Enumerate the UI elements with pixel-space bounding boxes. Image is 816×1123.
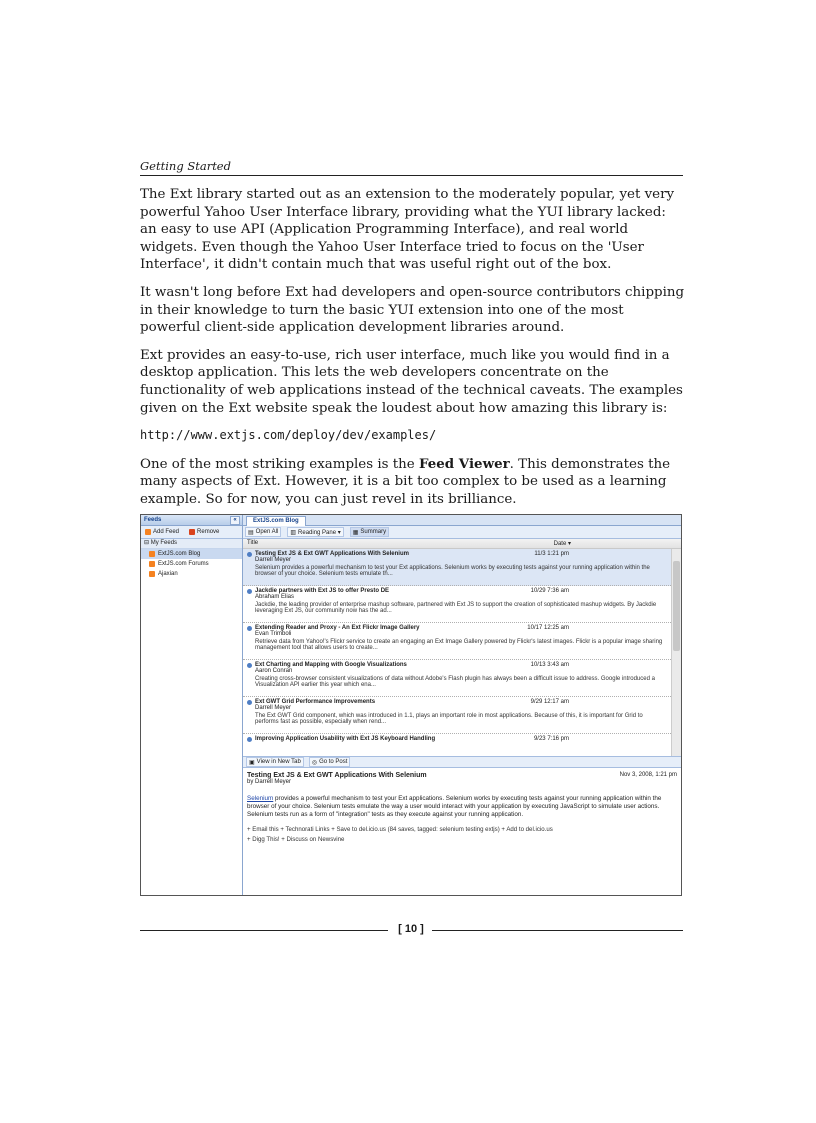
preview-toolbar — [243, 756, 681, 768]
preview-title: Testing Ext JS & Ext GWT Applications With Selenium — [247, 772, 427, 779]
post-icon — [247, 663, 252, 668]
feed-item[interactable]: Ajaxian — [141, 569, 242, 579]
share-links[interactable]: + Email this + Technorati Links + Save to del.icio.us (84 saves, tagged: selenium testing extjs) + Add to del.icio.us + Digg This! + Discuss on Newsvine — [247, 826, 553, 843]
list-scrollbar[interactable] — [671, 549, 681, 756]
footer-rule-left — [140, 930, 388, 931]
tab-bar — [243, 515, 681, 526]
post-icon — [247, 552, 252, 557]
feeds-panel — [141, 515, 243, 895]
rss-icon — [149, 571, 155, 577]
collapse-icon[interactable]: « — [230, 516, 240, 525]
post-row[interactable]: Ext GWT Grid Performance Improvements Darrell Meyer The Ext GWT Grid component, which was introduced in 1.1, plays an important role in most applications. Because of this, it is important for Grid to performs fast as possible, especially when rend... 9/29 12:17 am — [243, 697, 681, 734]
post-row[interactable]: Jackdie partners with Ext JS to offer Presto DE Abraham Elias Jackdie, the leading provider of enterprise mashup software, partnered with Ext JS to support the creation of sophisticated mashup widgets. By Jackdie leveraging Ext JS, our community now has the ad... 10/29 7:36 am — [243, 586, 681, 623]
post-row[interactable]: Testing Ext JS & Ext GWT Applications With Selenium Darrell Meyer Selenium provides a powerful mechanism to test your Ext applications. Selenium works by executing tests against your running application within the browser of your choice. Selenium tests emulate th... 11/3 1:21 pm — [243, 549, 681, 586]
preview-date: Nov 3, 2008, 1:21 pm — [619, 772, 677, 778]
running-header: Getting Started — [140, 159, 683, 176]
rss-add-icon — [145, 529, 151, 535]
grid-toolbar — [243, 526, 681, 539]
feed-viewer-screenshot — [140, 514, 682, 896]
paragraph-1: The Ext library started out as an extension to the moderately popular, yet very powerful Yahoo User Interface library, providing what the YUI library lacked: an easy to use API (Application Programming Interface), and real world widgets. Even though the Yahoo User Interface tried to focus on the 'User Interface', it didn't contain much that was useful right out of the box. — [140, 187, 675, 273]
post-row[interactable]: Ext Charting and Mapping with Google Visualizations Aaron Conran Creating cross-browser consistent visualizations of data without Adobe's Flash plugin has always been a difficult issue to address. Google introduced a Visualization API earlier this year which ena... 10/13 3:43 am — [243, 660, 681, 697]
post-icon — [247, 589, 252, 594]
reading-pane — [243, 768, 681, 849]
title-column-header[interactable]: Title — [247, 540, 259, 546]
page-footer — [140, 923, 683, 937]
feed-item[interactable]: ExtJS.com Forums — [141, 559, 242, 569]
page-number: [ 10 ] — [398, 923, 424, 935]
post-icon — [247, 737, 252, 742]
preview-author: by Darrell Meyer — [247, 779, 292, 785]
paragraph-2: It wasn't long before Ext had developers and open-source contributors chipping in their knowledge to turn the basic YUI extension into one of the most powerful client-side application development libraries around. — [140, 284, 685, 336]
summary-toggle[interactable]: ▦ Summary — [350, 527, 389, 537]
post-row[interactable]: Extending Reader and Proxy - An Ext Flickr Image Gallery Evan Trimboli Retrieve data from Yahoo!'s Flickr service to create an engaging an Ext Image Gallery powered by Flickr's latest images. Flickr is a popular image sharing management tool that allows users to create... 10/17 12:25 am — [243, 623, 681, 660]
examples-url: http://www.extjs.com/deploy/dev/examples/ — [140, 428, 437, 443]
paragraph-3: Ext provides an easy-to-use, rich user interface, much like you would find in a desktop application. This lets the web developers concentrate on the functionality of web applications instead of the technical caveats. The examples given on the Ext website speak the loudest about how amazing this library is: — [140, 347, 683, 416]
date-column-header[interactable]: Date ▾ — [553, 541, 571, 547]
selenium-link[interactable]: Selenium — [247, 795, 274, 802]
remove-feed-button[interactable]: Remove — [187, 529, 221, 535]
feeds-panel-title: Feeds « — [141, 515, 242, 526]
post-icon — [247, 700, 252, 705]
open-all-button[interactable]: ▤ Open All — [245, 527, 281, 537]
scroll-thumb[interactable] — [673, 561, 680, 651]
rss-icon — [149, 551, 155, 557]
feed-item[interactable]: ExtJS.com Blog — [141, 549, 242, 559]
post-row[interactable]: Improving Application Usability with Ext JS Keyboard Handling 9/23 7:16 pm — [243, 734, 681, 756]
paragraph-4: One of the most striking examples is the Feed Viewer. This demonstrates the many aspects of Ext. However, it is a bit too complex to be used as a learning example. So for now, you can just revel in its brilliance. — [140, 455, 671, 507]
add-feed-button[interactable]: Add Feed — [143, 529, 181, 535]
feed-viewer-term: Feed Viewer — [418, 455, 510, 472]
rss-remove-icon — [189, 529, 195, 535]
tab-extjs-blog[interactable]: ExtJS.com Blog — [246, 516, 306, 526]
post-icon — [247, 626, 252, 631]
feed-content-panel — [243, 515, 681, 895]
body-text — [140, 186, 685, 519]
post-list — [243, 549, 681, 756]
view-new-tab-button[interactable]: ▣ View in New Tab — [246, 757, 304, 767]
tree-root[interactable]: ⊟ My Feeds — [141, 539, 242, 549]
rss-icon — [149, 561, 155, 567]
footer-rule-right — [432, 930, 683, 931]
reading-pane-button[interactable]: ▥ Reading Pane ▾ — [287, 527, 343, 537]
feeds-toolbar — [141, 526, 242, 539]
preview-body: Selenium provides a powerful mechanism to test your Ext applications. Selenium works by executing tests against your running application within the browser of your choice. Selenium tests emulate the way a user would interact with your application by executing JavaScript to simulate user actions. Selenium tests run as a form of "integration" tests as they execute against your running application. — [247, 795, 662, 818]
grid-header — [243, 539, 681, 549]
go-to-post-button[interactable]: ◎ Go to Post — [309, 757, 351, 767]
